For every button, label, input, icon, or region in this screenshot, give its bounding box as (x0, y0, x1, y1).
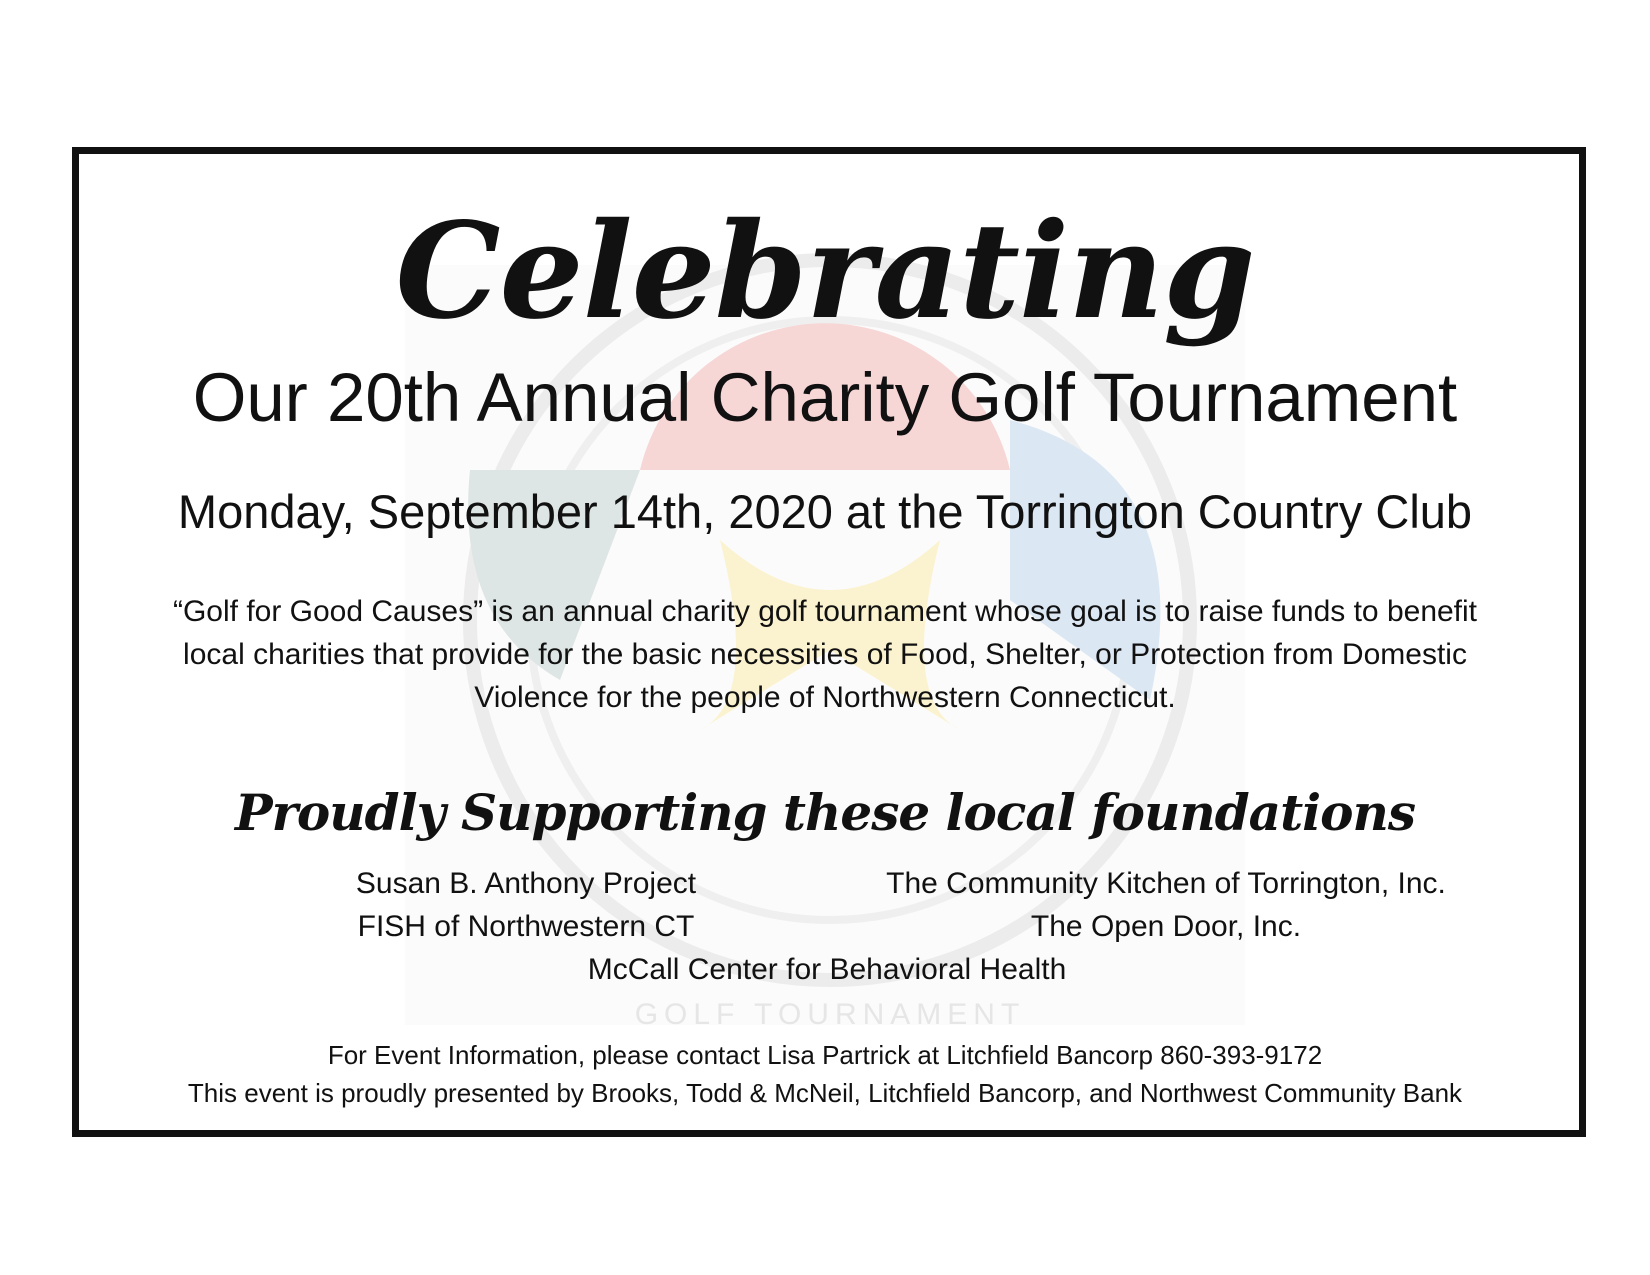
event-title: Our 20th Annual Charity Golf Tournament (192, 359, 1458, 436)
supporting-heading: Proudly Supporting these local foundations (234, 783, 1416, 842)
description-line: Violence for the people of Northwestern Connecticut. (474, 681, 1176, 714)
event-description (0, 590, 1650, 719)
foundation-item: The Open Door, Inc. (1030, 910, 1302, 943)
watermark-text: GOLF TOURNAMENT (634, 998, 1026, 1031)
description-line: local charities that provide for the basic necessities of Food, Shelter, or Protection from Domestic (183, 638, 1467, 671)
foundation-item: The Community Kitchen of Torrington, Inc. (886, 867, 1446, 900)
presenters-info: This event is proudly presented by Brooks, Todd & McNeil, Litchfield Bancorp, and Northwest Community Bank (187, 1078, 1463, 1108)
contact-info: For Event Information, please contact Lisa Partrick at Litchfield Bancorp 860-393-9172 (327, 1040, 1323, 1070)
description-line: “Golf for Good Causes” is an annual charity golf tournament whose goal is to raise funds to benefit (172, 595, 1478, 628)
foundation-item: FISH of Northwestern CT (357, 910, 695, 943)
event-date-location: Monday, September 14th, 2020 at the Torrington Country Club (177, 485, 1473, 538)
foundation-item: Susan B. Anthony Project (355, 867, 697, 900)
foundation-item: McCall Center for Behavioral Health (587, 953, 1067, 986)
celebrating-heading: Celebrating (395, 194, 1255, 349)
